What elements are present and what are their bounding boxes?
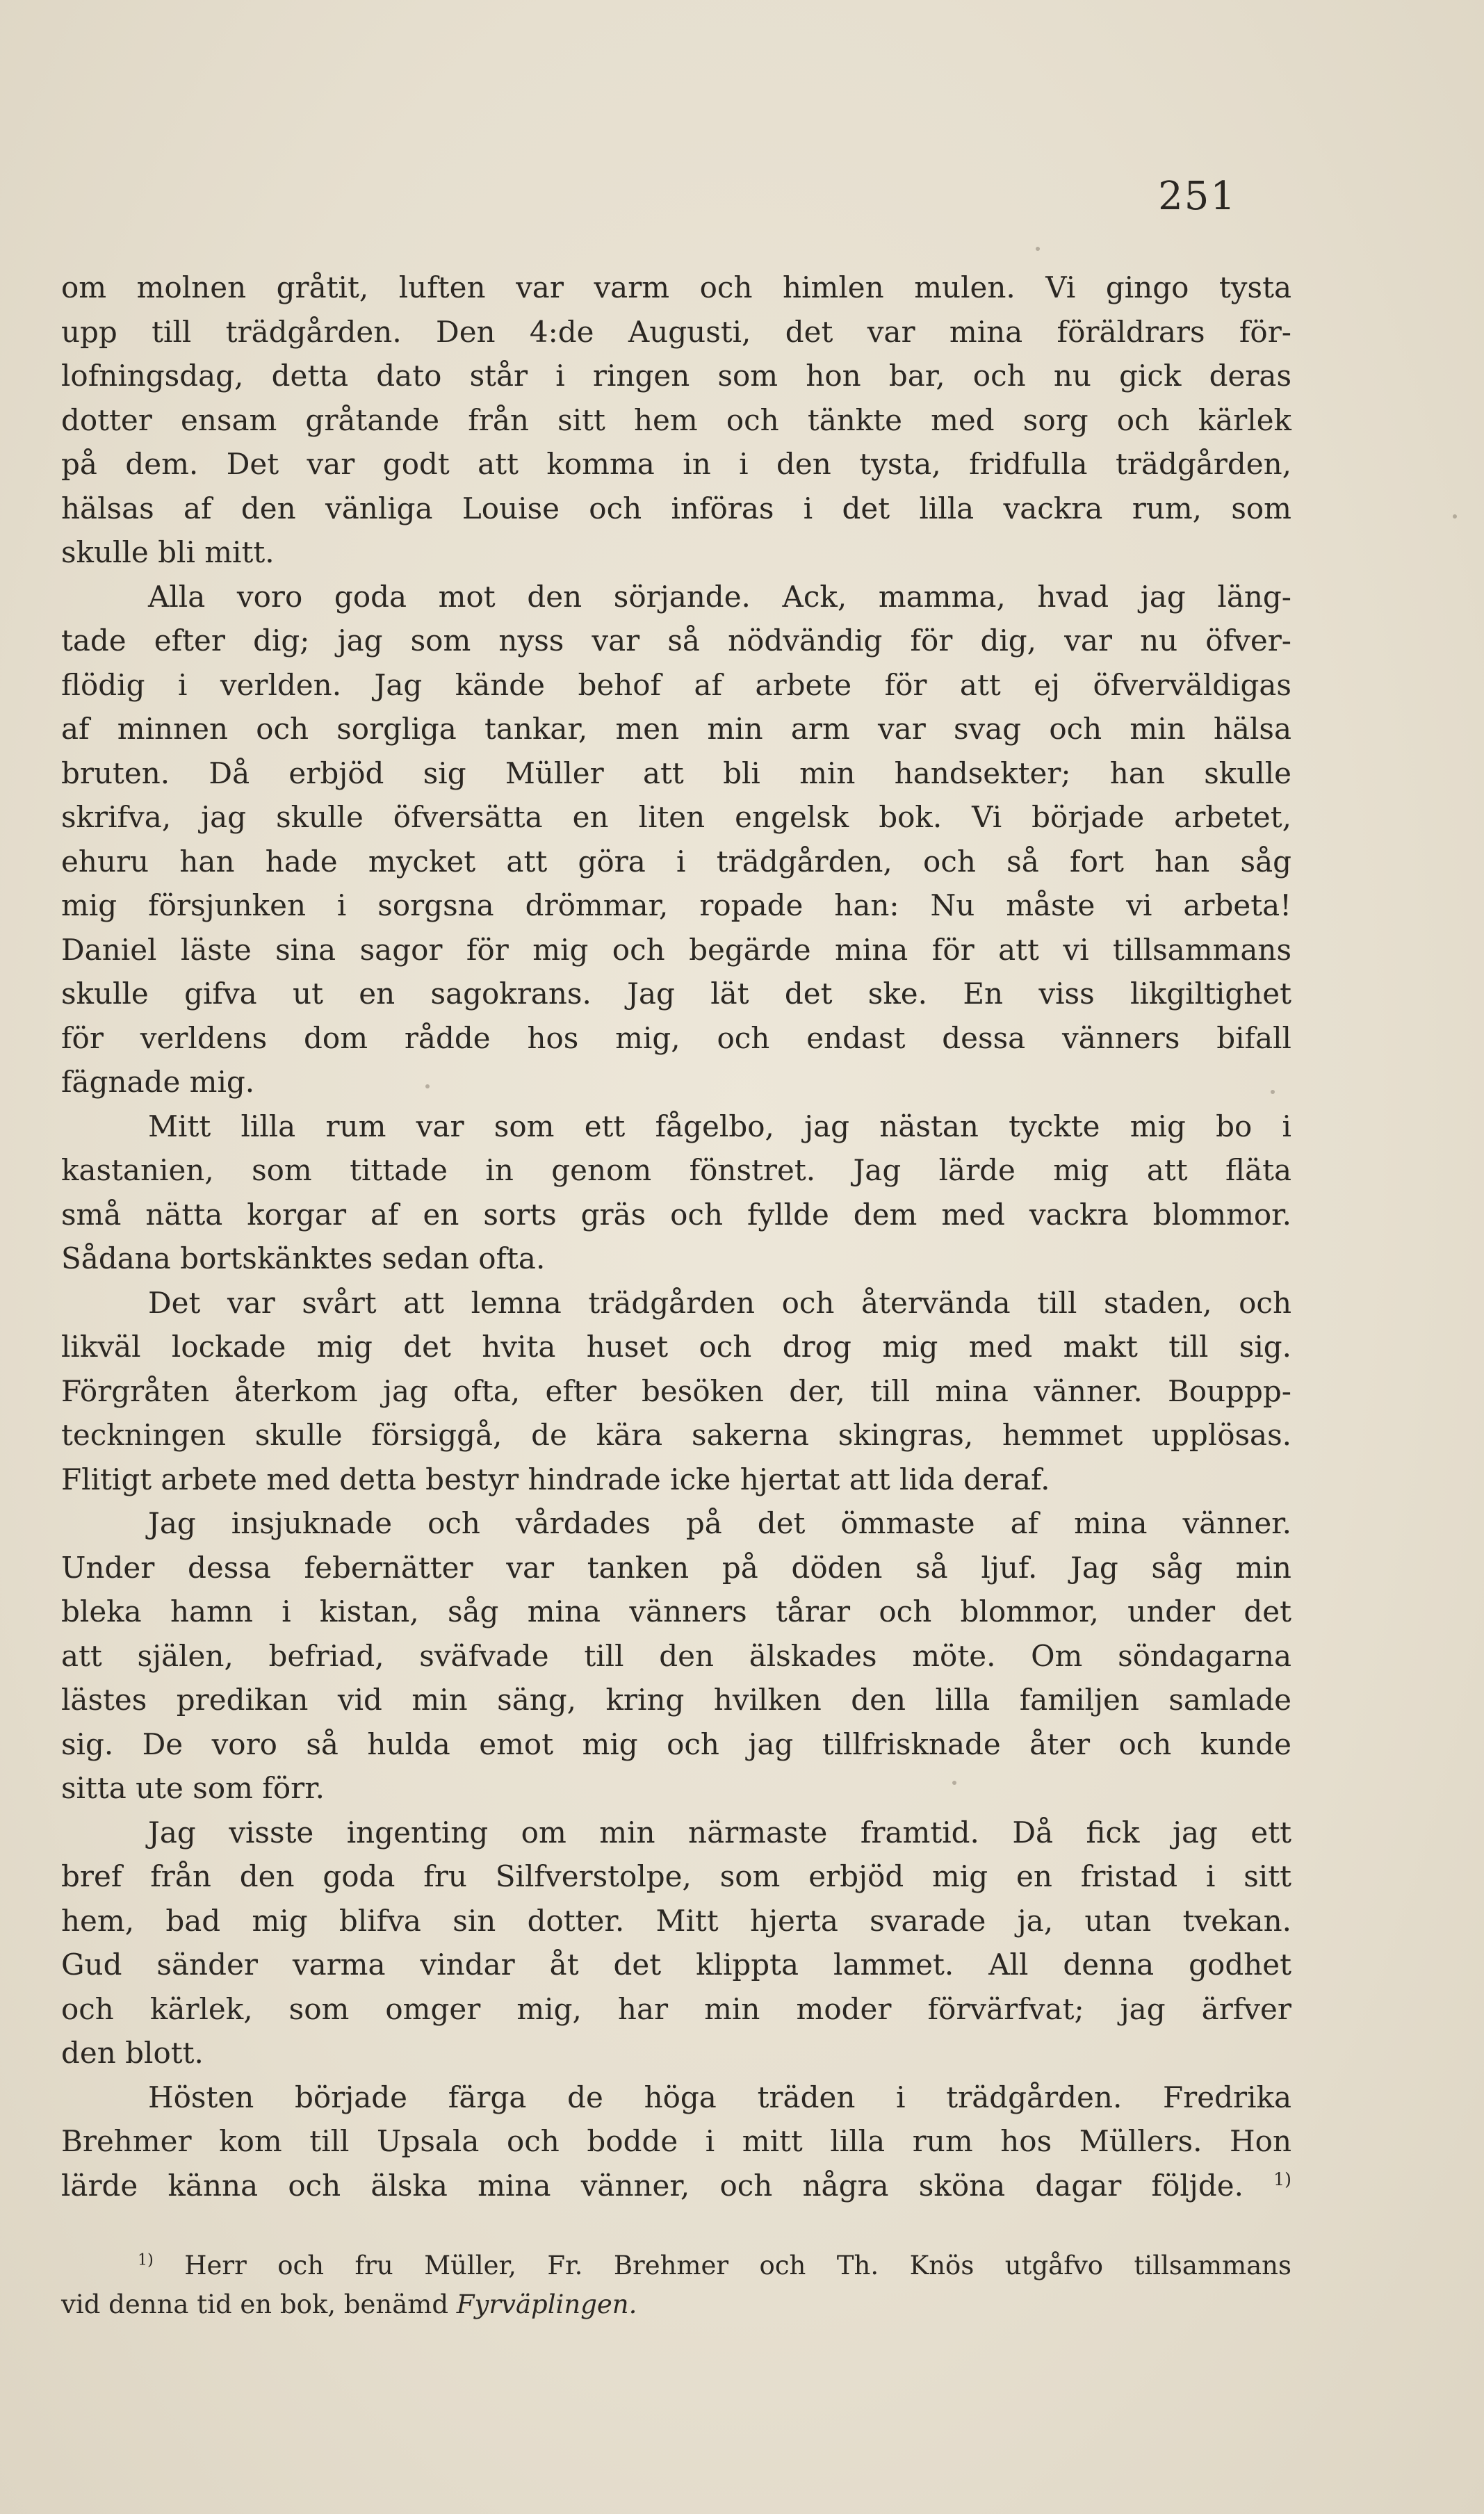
text-line: lästes predikan vid min säng, kring hvilken den lilla familjen samlade [61, 1683, 1291, 1717]
paper-speck [1453, 514, 1457, 519]
text-line: af minnen och sorgliga tankar, men min arm var svag och min hälsa [61, 712, 1291, 746]
text-line: mig försjunken i sorgsna drömmar, ropade han: Nu måste vi arbeta! [61, 888, 1291, 922]
paragraph-start-line: Det var svårt att lemna trädgården och återvända till staden, och [148, 1285, 1291, 1320]
text-line: tade efter dig; jag som nyss var så nödvändig för dig, var nu öfver- [61, 623, 1291, 658]
paragraph-start-line: Mitt lilla rum var som ett fågelbo, jag nästan tyckte mig bo i [148, 1109, 1291, 1143]
footnote-line [61, 2285, 1291, 2324]
text-line: skrifva, jag skulle öfversätta en liten engelsk bok. Vi började arbetet, [61, 800, 1291, 834]
text-line: lofningsdag, detta dato står i ringen som hon bar, och nu gick deras [61, 359, 1291, 393]
text-line: Flitigt arbete med detta bestyr hindrade icke hjertat att lida deraf. [61, 1462, 1050, 1496]
text-line: hälsas af den vänliga Louise och införas i det lilla vackra rum, som [61, 491, 1291, 525]
text-line: Under dessa febernätter var tanken på döden så ljuf. Jag såg min [61, 1550, 1291, 1585]
paragraph-start-line: Hösten började färga de höga träden i trädgården. Fredrika [148, 2080, 1291, 2114]
text-line: kastanien, som tittade in genom fönstret. Jag lärde mig att fläta [61, 1153, 1291, 1187]
paragraph-start-line: Jag insjuknade och vårdades på det ömmaste af mina vänner. [148, 1506, 1291, 1540]
text-line: Förgråten återkom jag ofta, efter besöken der, till mina vänner. Bouppp- [61, 1373, 1291, 1408]
text-line: bruten. Då erbjöd sig Müller att bli min handsekter; han skulle [61, 756, 1291, 790]
body-text [61, 266, 1291, 2207]
text-line: små nätta korgar af en sorts gräs och fyllde dem med vackra blommor. [61, 1197, 1291, 1232]
text-line: Sådana bortskänktes sedan ofta. [61, 1241, 546, 1275]
text-line: Gud sänder varma vindar åt det klippta lammet. All denna godhet [61, 1948, 1291, 1982]
footnote-text: Herr och fru Müller, Fr. Brehmer och Th. Knös utgåfvo tillsammans [184, 2251, 1291, 2280]
text-line: och kärlek, som omger mig, har min moder förvärfvat; jag ärfver [61, 1991, 1291, 2026]
text-line: Daniel läste sina sagor för mig och begärde mina för att vi tillsammans [61, 932, 1291, 967]
text-line: skulle bli mitt. [61, 535, 275, 569]
text-line: på dem. Det var godt att komma in i den tysta, fridfulla trädgården, [61, 447, 1291, 481]
text-line: bref från den goda fru Silfverstolpe, som erbjöd mig en fristad i sitt [61, 1859, 1291, 1893]
text-line-content: lärde känna och älska mina vänner, och några sköna dagar följde. [61, 2168, 1244, 2203]
text-line: sig. De voro så hulda emot mig och jag tillfrisknade åter och kunde [61, 1727, 1291, 1761]
paper-speck [425, 1084, 430, 1088]
text-line: skulle gifva ut en sagokrans. Jag lät det ske. En viss likgiltighet [61, 977, 1291, 1011]
footnote-marker: 1) [138, 2251, 154, 2269]
text-line: flödig i verlden. Jag kände behof af arbete för att ej öfverväldigas [61, 667, 1291, 702]
paragraph-start-line: Alla voro goda mot den sörjande. Ack, mamma, hvad jag läng- [148, 579, 1291, 614]
text-line: fägnade mig. [61, 1065, 255, 1099]
paper-speck [1036, 247, 1040, 251]
text-line: Brehmer kom till Upsala och bodde i mitt lilla rum hos Müllers. Hon [61, 2124, 1291, 2158]
text-line: upp till trädgården. Den 4:de Augusti, det var mina föräldrars för- [61, 314, 1291, 349]
text-line: för verldens dom rådde hos mig, och endast dessa vänners bifall [61, 1020, 1291, 1055]
footnote-line [61, 2246, 1291, 2285]
text-line: sitta ute som förr. [61, 1771, 325, 1805]
paper-speck [952, 1781, 956, 1785]
text-line: bleka hamn i kistan, såg mina vänners tårar och blommor, under det [61, 1594, 1291, 1629]
text-line: hem, bad mig blifva sin dotter. Mitt hjerta svarade ja, utan tvekan. [61, 1903, 1291, 1938]
book-title: Fyrväplingen. [456, 2289, 637, 2319]
footnote-reference: 1) [1273, 2169, 1291, 2189]
footnote-text: vid denna tid en bok, benämd [61, 2289, 457, 2319]
paper-speck [1271, 1090, 1275, 1094]
text-line [61, 2164, 1291, 2208]
page-number: 251 [1158, 174, 1237, 219]
text-line: om molnen gråtit, luften var varm och himlen mulen. Vi gingo tysta [61, 270, 1291, 304]
text-line: likväl lockade mig det hvita huset och drog mig med makt till sig. [61, 1330, 1291, 1364]
text-line: dotter ensam gråtande från sitt hem och tänkte med sorg och kärlek [61, 402, 1291, 437]
text-line: teckningen skulle försiggå, de kära sakerna skingras, hemmet upplösas. [61, 1418, 1291, 1452]
text-line: att själen, befriad, sväfvade till den älskades möte. Om söndagarna [61, 1638, 1291, 1673]
text-line: den blott. [61, 2036, 204, 2070]
text-line: ehuru han hade mycket att göra i trädgården, och så fort han såg [61, 844, 1291, 879]
footnotes [61, 2246, 1291, 2324]
paragraph-start-line: Jag visste ingenting om min närmaste framtid. Då fick jag ett [148, 1815, 1291, 1850]
